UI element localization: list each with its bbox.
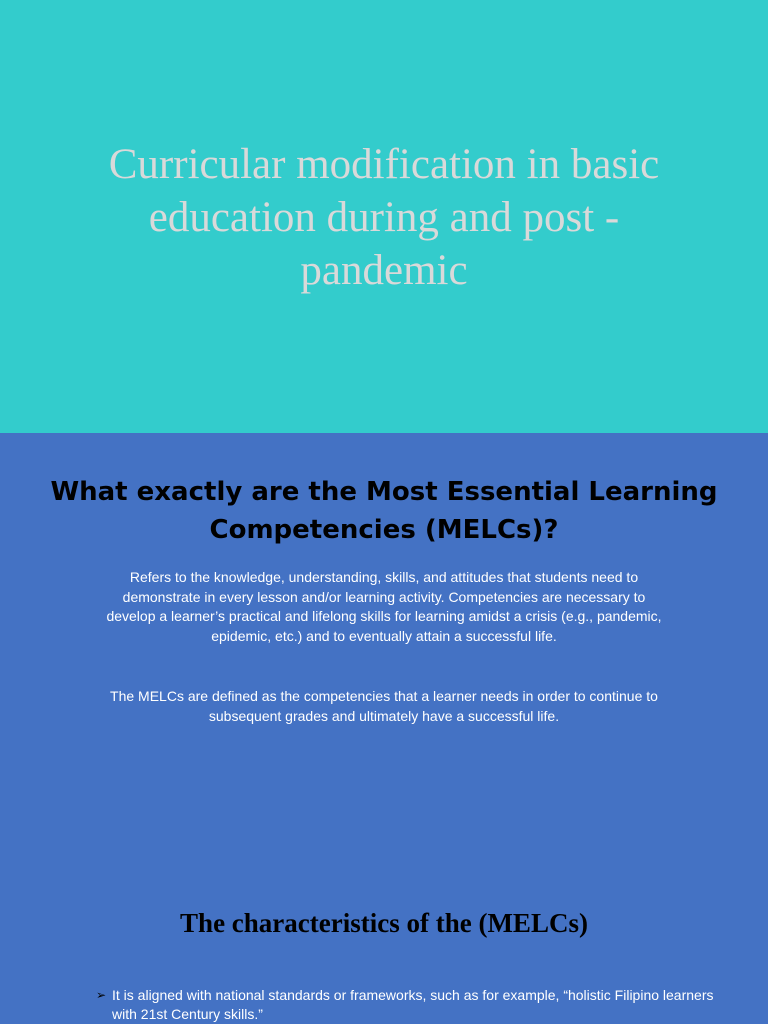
list-item-text: It is aligned with national standards or frameworks, such as for example, “holistic Filipino learners with 21st Century skills.” [112, 987, 714, 1022]
characteristics-heading: The characteristics of the (MELCs) [180, 908, 588, 938]
melcs-purpose-paragraph: The MELCs are defined as the competencies that a learner needs in order to continue to subsequent grades and ultimately have a successful life. [110, 688, 658, 724]
list-item [96, 986, 718, 1024]
melcs-definition-paragraph: Refers to the knowledge, understanding, skills, and attitudes that students need to demonstrate in every lesson and/or learning activity. Competencies are necessary to develop a learner’s practical and lifelong skills for learning amidst a crisis (e.g., pandemic, epidemic, etc.) and to eventually attain a successful life. [106, 569, 662, 644]
arrowhead-bullet-icon: ➢ [96, 988, 107, 1002]
characteristics-list [96, 986, 718, 1024]
presentation-title: Curricular modification in basic education during and post - pandemic [108, 141, 660, 294]
melcs-slide [0, 433, 768, 1024]
melcs-heading: What exactly are the Most Essential Learning Competencies (MELCs)? [50, 477, 718, 545]
title-slide [0, 0, 768, 433]
